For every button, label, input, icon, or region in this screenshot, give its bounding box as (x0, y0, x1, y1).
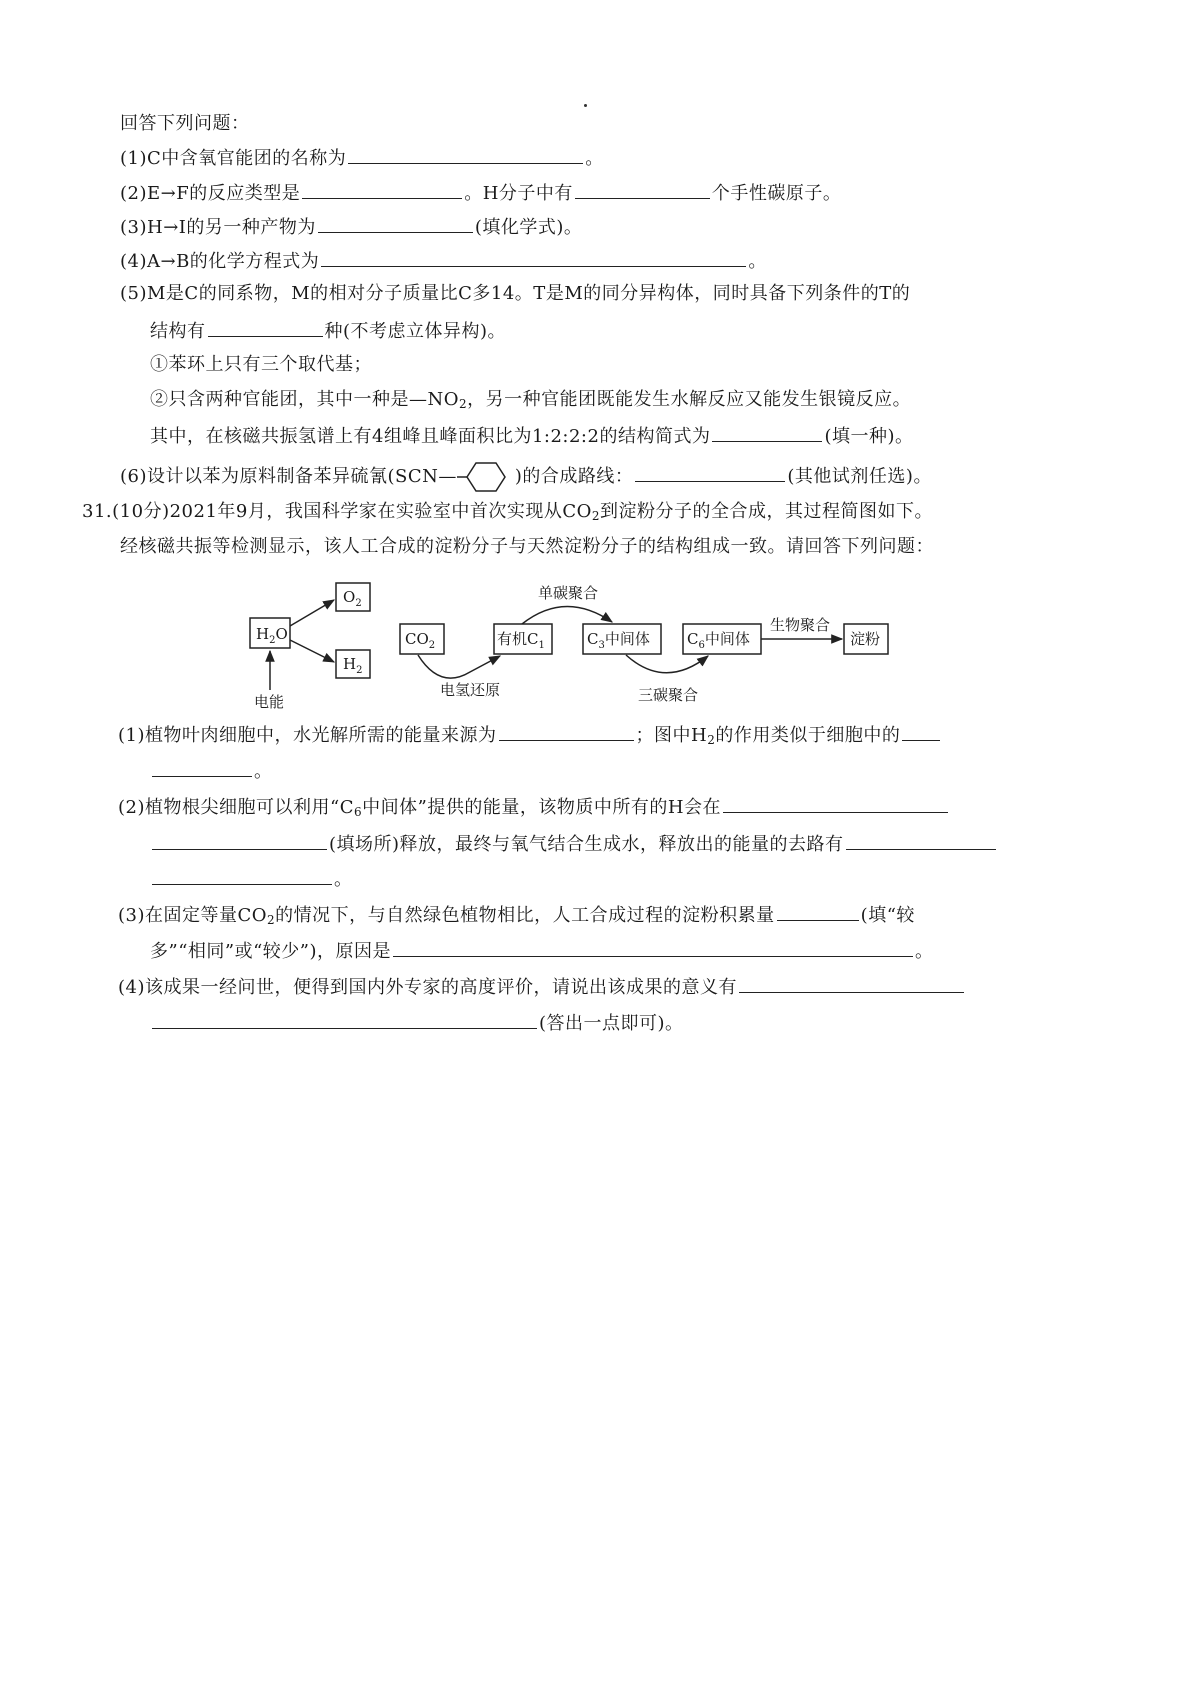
part-label: (6) (120, 466, 147, 487)
part-label: (3) (118, 905, 145, 926)
q31-part2-line3 (150, 866, 353, 892)
part-label: (4) (120, 251, 147, 272)
question-text: H→I的另一种产物为 (147, 217, 316, 238)
c6-intermediate-label: $C_6$中间体 (687, 630, 750, 651)
condition-text: ①苯环上只有三个取代基； (150, 354, 372, 375)
electro-reduction-arrow (418, 655, 500, 678)
q31-part1-line2 (150, 758, 273, 784)
part-label: (4) (118, 977, 145, 998)
answer-blank[interactable] (723, 794, 948, 813)
question-text: (答出一点即可)。 (539, 1013, 684, 1034)
question-text: ；图中H (635, 725, 708, 746)
question-number: 31. (82, 501, 113, 522)
question-text: (填场所)释放，最终与氧气结合生成水，释放出的能量的去路有 (329, 834, 844, 855)
subscript: 2 (591, 509, 601, 523)
question-text: )的合成路线： (514, 466, 634, 487)
co2-label: $CO_2$ (405, 630, 436, 651)
q31-part3 (118, 902, 915, 928)
h2-label: $H_2$ (343, 655, 363, 676)
punctuation: 。 (585, 148, 604, 169)
question-text: (填“较 (860, 905, 915, 926)
question-text: A→B的化学方程式为 (147, 251, 320, 272)
question-text: (10分)2021年9月，我国科学家在实验室中首次实现从CO (112, 501, 592, 522)
punctuation: 。 (254, 761, 273, 782)
condition-text: ②只含两种官能团，其中一种是—NO (150, 389, 460, 410)
single-carbon-arrow (522, 606, 612, 624)
answer-blank[interactable] (902, 722, 940, 741)
question-text: 种(不考虑立体异构)。 (324, 321, 507, 342)
q31-part2 (118, 794, 950, 820)
h2o-to-h2-arrow (290, 640, 334, 662)
q31-part1 (118, 722, 942, 748)
question-text: C中含氧官能团的名称为 (147, 148, 347, 169)
three-carbon-arrow (626, 655, 708, 673)
question-text: 该成果一经问世，便得到国内外专家的高度评价，请说出该成果的意义有 (145, 977, 737, 998)
part-label: (3) (120, 217, 147, 238)
answer-blank[interactable] (152, 1010, 537, 1029)
question-text: (填一种)。 (824, 426, 914, 447)
question-text: (其他试剂任选)。 (787, 466, 932, 487)
c3-intermediate-label: $C_3$中间体 (587, 630, 650, 651)
three-carbon-label: 三碳聚合 (638, 686, 699, 704)
question-text: 中间体”提供的能量，该物质中所有的H会在 (362, 797, 722, 818)
question-text: 多”“相同”或“较少”)，原因是 (150, 941, 392, 962)
electric-label: 电能 (254, 693, 285, 711)
intro-label: 回答下列问题： (120, 113, 250, 134)
question-text: 植物叶肉细胞中，水光解所需的能量来源为 (145, 725, 497, 746)
question-text: 设计以苯为原料制备苯异硫氰(SCN— (147, 466, 457, 487)
subscript: 2 (459, 397, 468, 411)
question-text: 在固定等量CO (145, 905, 268, 926)
answer-blank[interactable] (393, 938, 913, 957)
answer-blank[interactable] (777, 902, 859, 921)
question-text: 经核磁共振等检测显示，该人工合成的淀粉分子与天然淀粉分子的结构组成一致。请回答下列问题： (120, 536, 934, 557)
question-text: 到淀粉分子的全合成，其过程简图如下。 (600, 501, 934, 522)
subscript: 2 (267, 913, 276, 927)
answer-blank[interactable] (152, 831, 327, 850)
part-label: (2) (120, 183, 147, 204)
answer-blank[interactable] (152, 758, 252, 777)
q31-part4-line2 (150, 1010, 684, 1036)
question-text: 其中，在核磁共振氢谱上有4组峰且峰面积比为1:2:2:2的结构简式为 (150, 426, 711, 447)
subscript: 2 (707, 733, 716, 747)
o2-label: $O_2$ (343, 588, 362, 609)
part-label: (5) (120, 283, 147, 304)
electro-reduction-label: 电氢还原 (440, 681, 501, 699)
question-text: (填化学式)。 (474, 217, 583, 238)
condition-text: ，另一种官能团既能发生水解反应又能发生银镜反应。 (467, 389, 912, 410)
question-text: 个手性碳原子。 (711, 183, 842, 204)
question-text: 的作用类似于细胞中的 (715, 725, 901, 746)
punctuation: 。 (334, 869, 353, 890)
part-label: (2) (118, 797, 145, 818)
h2o-to-o2-arrow (290, 600, 334, 626)
question-text: 的情况下，与自然绿色植物相比，人工合成过程的淀粉积累量 (275, 905, 775, 926)
subscript: 6 (353, 805, 363, 819)
bio-poly-label: 生物聚合 (770, 616, 831, 634)
punctuation: 。 (915, 941, 934, 962)
part-label: (1) (120, 148, 147, 169)
h2o-label: $H_2O$ (256, 625, 288, 646)
answer-blank[interactable] (499, 722, 634, 741)
q31-part4 (118, 974, 966, 1000)
question-text: M是C的同系物，M的相对分子质量比C多14。T是M的同分异构体，同时具备下列条件的T的 (147, 283, 911, 304)
q31-part3-line2 (150, 938, 934, 964)
question-text: 结构有 (150, 321, 206, 342)
part-label: (1) (118, 725, 145, 746)
starch-label: 淀粉 (850, 630, 881, 648)
answer-blank[interactable] (846, 831, 996, 850)
single-carbon-label: 单碳聚合 (538, 584, 599, 602)
answer-blank[interactable] (152, 866, 332, 885)
question-text: 。H分子中有 (464, 183, 573, 204)
answer-blank[interactable] (739, 974, 964, 993)
question-text: 植物根尖细胞可以利用“C (145, 797, 354, 818)
question-text: E→F的反应类型是 (147, 183, 301, 204)
q31-part2-line2 (150, 831, 998, 857)
punctuation: 。 (748, 251, 767, 272)
organic-c1-label: 有机$C_1$ (497, 630, 545, 651)
